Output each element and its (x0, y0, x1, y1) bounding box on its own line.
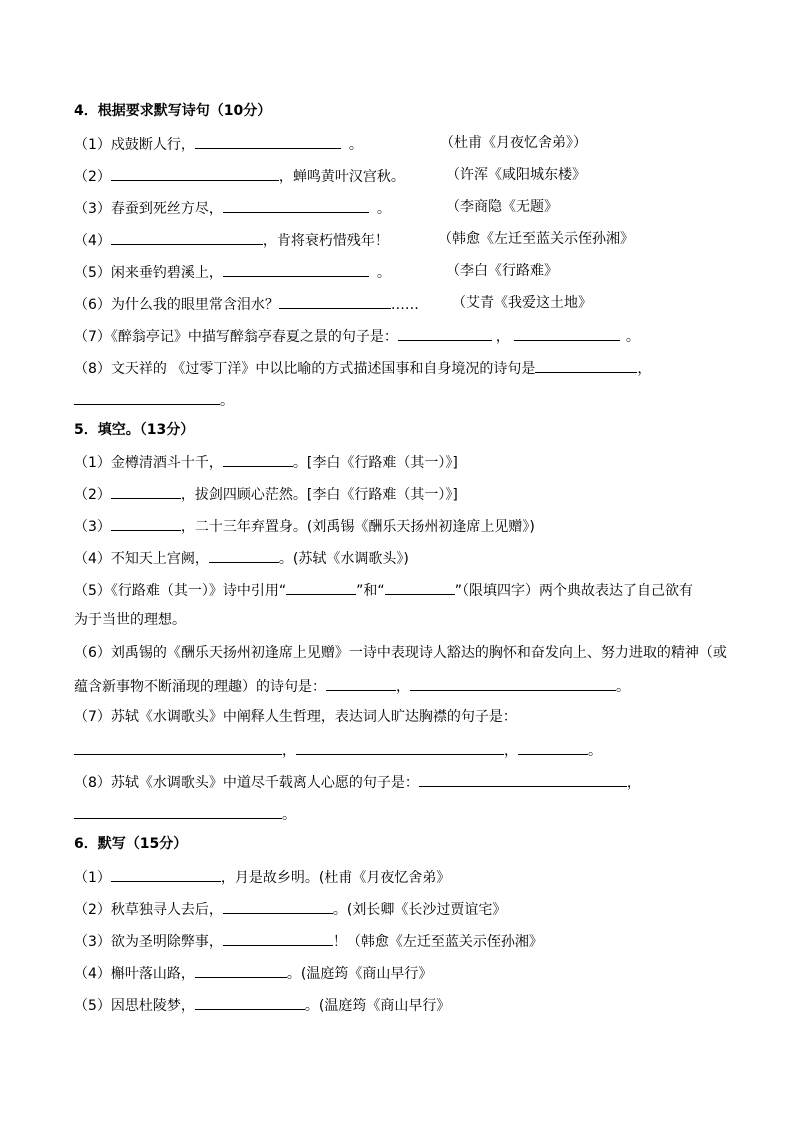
question-text: 。 (282, 807, 296, 823)
s5-question-5-cont: 为于当世的理想。 (74, 612, 186, 628)
question-text: （1）金樽清酒斗十千， (74, 455, 223, 471)
s5-question-7: （7）苏轼《水调歌头》中阐释人生哲理，表达词人旷达胸襟的句子是： (74, 709, 517, 725)
question-text: ，二十三年弃置身。(刘禹锡《酬乐天扬州初逢席上见赠》) (180, 519, 535, 535)
section-5-heading: 5．填空。（13分） (74, 422, 195, 438)
answer-blank[interactable] (195, 133, 341, 149)
answer-blank[interactable] (279, 293, 391, 309)
answer-blank[interactable] (223, 898, 333, 914)
question-text: 。 (376, 201, 391, 217)
question-text: ， (626, 775, 641, 791)
answer-blank[interactable] (286, 579, 356, 595)
answer-blank[interactable] (111, 165, 279, 181)
answer-blank[interactable] (385, 579, 455, 595)
answer-blank[interactable] (223, 930, 333, 946)
s5-question-6: （6）刘禹锡的《酬乐天扬州初逢席上见赠》一诗中表现诗人豁达的胸怀和奋发向上、努力进取的精神（或 (74, 645, 727, 661)
question-text: （1）戍鼓断人行， (74, 137, 195, 153)
s4-question-2 (74, 165, 405, 185)
poem-source: （杜甫《月夜忆舍弟》） (440, 135, 587, 151)
question-text: （4）不知天上宫阙， (74, 551, 209, 567)
answer-blank[interactable] (410, 675, 616, 691)
s4-question-8-cont (74, 389, 234, 409)
answer-blank[interactable] (296, 739, 504, 755)
s6-question-1 (74, 866, 450, 886)
poem-source: （许浑《咸阳城东楼》 (446, 167, 586, 183)
question-text: ，蝉鸣黄叶汉宫秋。 (278, 169, 405, 185)
answer-blank[interactable] (74, 389, 220, 405)
question-text: …… (390, 297, 419, 313)
poem-source: （李商隐《无题》 (446, 199, 558, 215)
s6-question-4 (74, 962, 432, 982)
question-text: 。 (376, 265, 391, 281)
question-text: （6）为什么我的眼里常含泪水？ (74, 297, 279, 313)
s5-question-8-cont (74, 803, 296, 823)
question-text: （3） (74, 519, 111, 535)
question-text: （5）闲来垂钓碧溪上， (74, 265, 223, 281)
question-text: 。 (625, 329, 640, 345)
s5-question-8 (74, 771, 641, 791)
s4-question-5 (74, 261, 391, 281)
answer-blank[interactable] (111, 483, 181, 499)
question-text: ，肯将衰朽惜残年！ (262, 233, 389, 249)
question-text: （2） (74, 169, 111, 185)
s5-question-7-cont (74, 739, 602, 759)
answer-blank[interactable] (111, 229, 263, 245)
s4-question-7 (74, 325, 640, 345)
poem-source: （艾青《我爱这土地》 (452, 295, 592, 311)
question-text: ，拔剑四顾心茫然。[李白《行路难（其一）》] (180, 487, 458, 503)
answer-blank[interactable] (223, 451, 293, 467)
answer-blank[interactable] (209, 547, 279, 563)
question-text: （2） (74, 487, 111, 503)
s4-question-4 (74, 229, 389, 249)
question-text: ， (637, 361, 652, 377)
s4-question-1 (74, 133, 363, 153)
question-text: ， (495, 329, 510, 345)
answer-blank[interactable] (74, 739, 282, 755)
answer-blank[interactable] (223, 261, 369, 277)
s5-question-1 (74, 451, 458, 471)
question-text: （5）《行路难（其一）》诗中引用“ (74, 583, 287, 599)
answer-blank[interactable] (74, 803, 282, 819)
question-text: （3）春蚕到死丝方尽， (74, 201, 223, 217)
answer-blank[interactable] (111, 866, 221, 882)
question-text: 。(苏轼《水调歌头》) (278, 551, 409, 567)
answer-blank[interactable] (514, 325, 620, 341)
question-text: （1） (74, 870, 111, 886)
s6-question-3 (74, 930, 543, 950)
question-text: （5）因思杜陵梦， (74, 998, 195, 1014)
s5-question-5 (74, 579, 693, 599)
answer-blank[interactable] (535, 357, 637, 373)
question-text: 。[李白《行路难（其一）》] (292, 455, 458, 471)
question-text: （4） (74, 233, 111, 249)
question-text: 。 (348, 137, 363, 153)
s4-question-3 (74, 197, 391, 217)
question-text: ！（韩愈《左迁至蓝关示侄孙湘》 (332, 934, 543, 950)
question-text: 。(刘长卿《长沙过贾谊宅》 (332, 902, 507, 918)
s4-question-6 (74, 293, 419, 313)
answer-blank[interactable] (195, 994, 305, 1010)
question-text: 。 (588, 743, 602, 759)
question-text: （7）《醉翁亭记》中描写醉翁亭春夏之景的句子是： (74, 329, 398, 345)
answer-blank[interactable] (111, 515, 181, 531)
s5-question-6-cont (74, 675, 630, 695)
poem-source: （李白《行路难》 (446, 263, 558, 279)
s5-question-2 (74, 483, 458, 503)
question-text: （8）文天祥的 《过零丁洋》中以比喻的方式描述国事和自身境况的诗句是 (74, 361, 536, 377)
question-text: 。 (220, 393, 234, 409)
s4-question-8 (74, 357, 651, 377)
s6-question-5 (74, 994, 450, 1014)
s6-question-2 (74, 898, 506, 918)
question-text: 。(温庭筠《商山早行》 (304, 998, 451, 1014)
question-text: （2）秋草独寻人去后， (74, 902, 223, 918)
question-text: ， (504, 743, 518, 759)
question-text: ， (282, 743, 296, 759)
section-4-heading: 4．根据要求默写诗句（10分） (74, 103, 272, 119)
answer-blank[interactable] (326, 675, 396, 691)
question-text: ”（限填四字）两个典故表达了自己欲有 (454, 583, 693, 599)
question-text: ，月是故乡明。(杜甫《月夜忆舍弟》 (220, 870, 451, 886)
answer-blank[interactable] (419, 771, 627, 787)
question-text: （8）苏轼《水调歌头》中道尽千载离人心愿的句子是： (74, 775, 419, 791)
question-text: 蕴含新事物不断涌现的理趣）的诗句是： (74, 679, 326, 695)
answer-blank[interactable] (518, 739, 588, 755)
answer-blank[interactable] (398, 325, 492, 341)
poem-source: （韩愈《左迁至蓝关示侄孙湘》 (438, 231, 634, 247)
question-text: 。 (616, 679, 630, 695)
question-text: （4）槲叶落山路， (74, 966, 195, 982)
question-text: ”和“ (356, 583, 385, 599)
question-text: ， (396, 679, 410, 695)
question-text: （3）欲为圣明除弊事， (74, 934, 223, 950)
answer-blank[interactable] (195, 962, 287, 978)
s5-question-4 (74, 547, 409, 567)
question-text: 。(温庭筠《商山早行》 (286, 966, 433, 982)
answer-blank[interactable] (223, 197, 369, 213)
s5-question-3 (74, 515, 535, 535)
section-6-heading: 6．默写（15分） (74, 836, 188, 852)
